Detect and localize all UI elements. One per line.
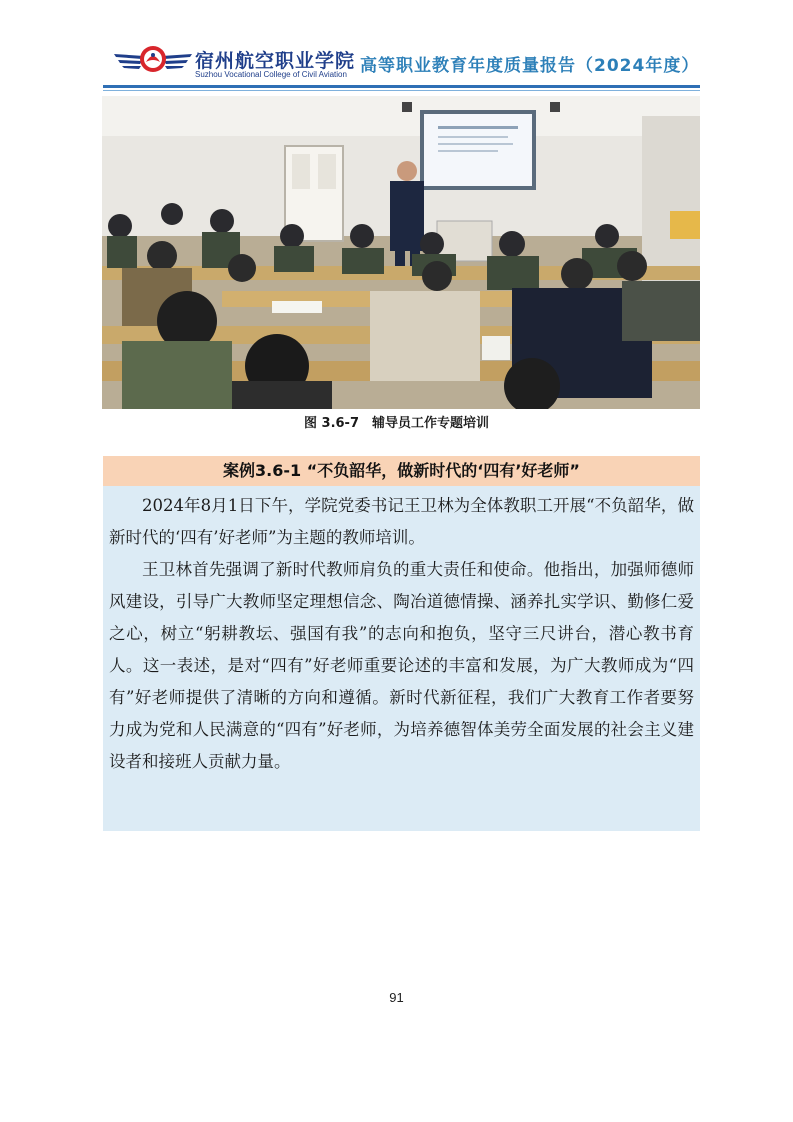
college-name: 宿州航空职业学院 [195,50,356,72]
college-name-english: Suzhou Vocational College of Civil Aviation [195,70,347,79]
college-logo [112,40,194,78]
case-title: 案例3.6-1 “不负韶华，做新时代的‘四有’好老师” [103,456,700,486]
header-rule-thin [103,90,700,91]
case-body [103,486,700,831]
case-paragraph: 王卫林首先强调了新时代教师肩负的重大责任和使命。他指出，加强师德师风建设，引导广大教师坚定理想信念、陶冶道德情操、涵养扎实学识、勤修仁爱之心，树立“躬耕教坛、强国有我”的志向和抱负，坚守三尺讲台，潜心教书育人。这一表述，是对“四有”好老师重要论述的丰富和发展，为广大教师成为“四有”好老师提供了清晰的方向和遵循。新时代新征程，我们广大教育工作者要努力成为党和人民满意的“四有”好老师，为培养德智体美劳全面发展的社会主义建设者和接班人贡献力量。 [109,560,694,771]
training-photo [102,96,700,409]
page-header [0,0,793,92]
case-paragraph: 2024年8月1日下午，学院党委书记王卫林为全体教职工开展“不负韶华，做新时代的‘四有’好老师”为主题的教师培训。 [109,496,694,547]
header-rule [103,85,700,88]
report-title: 高等职业教育年度质量报告（2024年度） [360,56,700,76]
figure-caption: 图 3.6-7 辅导员工作专题培训 [304,416,489,431]
page-number: 91 [389,990,404,1005]
